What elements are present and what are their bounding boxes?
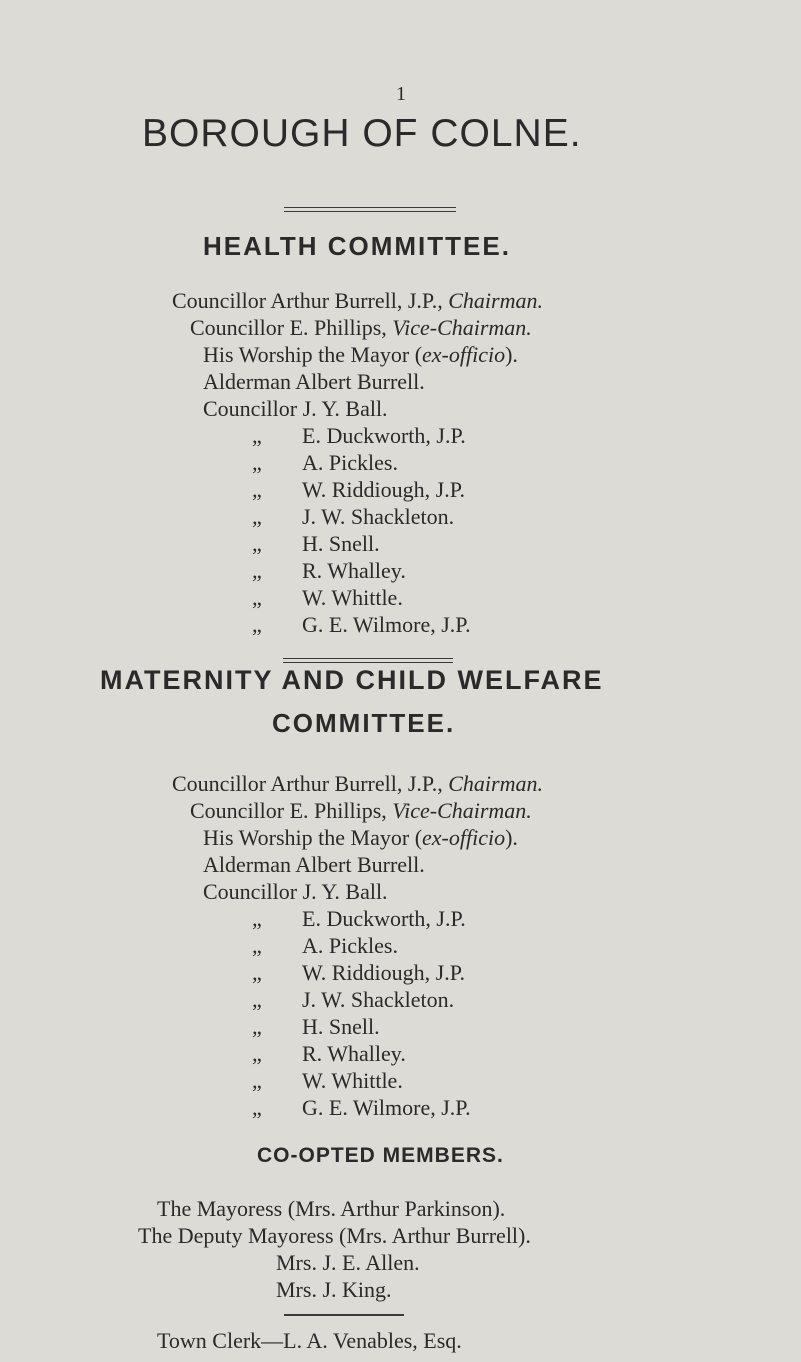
ditto-mark: „ <box>252 1095 262 1120</box>
health-member-name: J. W. Shackleton. <box>302 504 455 529</box>
maternity-member-name: J. W. Shackleton. <box>302 987 455 1012</box>
health-chairman-name: Councillor Arthur Burrell, J.P., <box>172 288 443 313</box>
ditto-mark: „ <box>252 450 262 475</box>
maternity-member <box>252 1095 471 1121</box>
maternity-committee-heading: MATERNITY AND CHILD WELFARE <box>100 665 604 695</box>
maternity-member <box>252 1014 380 1040</box>
health-member-name: E. Duckworth, J.P. <box>302 423 466 448</box>
health-member-name: R. Whalley. <box>302 558 406 583</box>
maternity-vice-chairman-role: Vice-Chairman. <box>392 798 532 823</box>
maternity-member-name: H. Snell. <box>302 1014 380 1039</box>
health-member-name: G. E. Wilmore, J.P. <box>302 612 471 637</box>
maternity-member <box>252 1041 406 1067</box>
health-vice-chairman-name: Councillor E. Phillips, <box>190 315 387 340</box>
divider <box>284 207 456 212</box>
maternity-vice-chairman-name: Councillor E. Phillips, <box>190 798 387 823</box>
health-councillor: Councillor J. Y. Ball. <box>203 396 388 421</box>
maternity-member <box>252 906 466 932</box>
health-member-name: H. Snell. <box>302 531 380 556</box>
health-member-name: A. Pickles. <box>302 450 398 475</box>
maternity-member <box>252 933 398 959</box>
health-vice-chairman-role: Vice-Chairman. <box>392 315 532 340</box>
maternity-member-name: G. E. Wilmore, J.P. <box>302 1095 471 1120</box>
health-member <box>252 585 403 611</box>
health-member <box>252 477 465 503</box>
ditto-mark: „ <box>252 423 262 448</box>
maternity-member-name: E. Duckworth, J.P. <box>302 906 466 931</box>
health-member <box>252 558 406 584</box>
health-mayor <box>203 342 518 368</box>
coopted-member: The Deputy Mayoress (Mrs. Arthur Burrell). <box>138 1223 531 1248</box>
maternity-committee-heading-continued: COMMITTEE. <box>272 708 456 738</box>
health-mayor-name: His Worship the Mayor ( <box>203 342 423 367</box>
ditto-mark: „ <box>252 1068 262 1093</box>
maternity-councillor: Councillor J. Y. Ball. <box>203 879 388 904</box>
health-member <box>252 504 454 530</box>
ditto-mark: „ <box>252 612 262 637</box>
maternity-member-name: A. Pickles. <box>302 933 398 958</box>
health-member <box>252 423 466 449</box>
health-chairman-role: Chairman. <box>448 288 543 313</box>
coopted-member: Mrs. J. E. Allen. <box>276 1250 420 1275</box>
ditto-mark: „ <box>252 504 262 529</box>
maternity-alderman: Alderman Albert Burrell. <box>203 852 425 877</box>
maternity-member-name: W. Whittle. <box>302 1068 403 1093</box>
ditto-mark: „ <box>252 960 262 985</box>
town-clerk: Town Clerk—L. A. Venables, Esq. <box>157 1328 462 1353</box>
health-mayor-role: ex-officio <box>422 342 506 367</box>
health-mayor-close: ). <box>505 342 518 367</box>
maternity-chairman-role: Chairman. <box>448 771 543 796</box>
ditto-mark: „ <box>252 1014 262 1039</box>
ditto-mark: „ <box>252 1041 262 1066</box>
maternity-member <box>252 1068 403 1094</box>
coopted-member: Mrs. J. King. <box>276 1277 392 1302</box>
coopted-member: The Mayoress (Mrs. Arthur Parkinson). <box>157 1196 506 1221</box>
coopted-heading: CO-OPTED MEMBERS. <box>257 1144 504 1167</box>
maternity-mayor-name: His Worship the Mayor ( <box>203 825 423 850</box>
health-member <box>252 450 398 476</box>
divider <box>283 658 453 663</box>
maternity-member-name: W. Riddiough, J.P. <box>302 960 466 985</box>
health-member-name: W. Riddiough, J.P. <box>302 477 466 502</box>
ditto-mark: „ <box>252 987 262 1012</box>
borough-title: BOROUGH OF COLNE. <box>142 112 582 155</box>
health-chairman <box>172 288 543 314</box>
maternity-member <box>252 987 454 1013</box>
maternity-member-name: R. Whalley. <box>302 1041 406 1066</box>
maternity-member <box>252 960 465 986</box>
ditto-mark: „ <box>252 477 262 502</box>
health-member <box>252 612 471 638</box>
ditto-mark: „ <box>252 933 262 958</box>
health-committee-heading: HEALTH COMMITTEE. <box>203 231 511 261</box>
ditto-mark: „ <box>252 558 262 583</box>
maternity-mayor <box>203 825 518 851</box>
maternity-mayor-close: ). <box>505 825 518 850</box>
health-member-name: W. Whittle. <box>302 585 403 610</box>
maternity-chairman <box>172 771 543 797</box>
maternity-chairman-name: Councillor Arthur Burrell, J.P., <box>172 771 443 796</box>
health-vice-chairman <box>190 315 532 341</box>
health-alderman: Alderman Albert Burrell. <box>203 369 425 394</box>
ditto-mark: „ <box>252 906 262 931</box>
ditto-mark: „ <box>252 531 262 556</box>
ditto-mark: „ <box>252 585 262 610</box>
page-number: 1 <box>396 83 406 105</box>
maternity-mayor-role: ex-officio <box>422 825 506 850</box>
maternity-vice-chairman <box>190 798 532 824</box>
health-member <box>252 531 380 557</box>
divider <box>284 1314 404 1316</box>
